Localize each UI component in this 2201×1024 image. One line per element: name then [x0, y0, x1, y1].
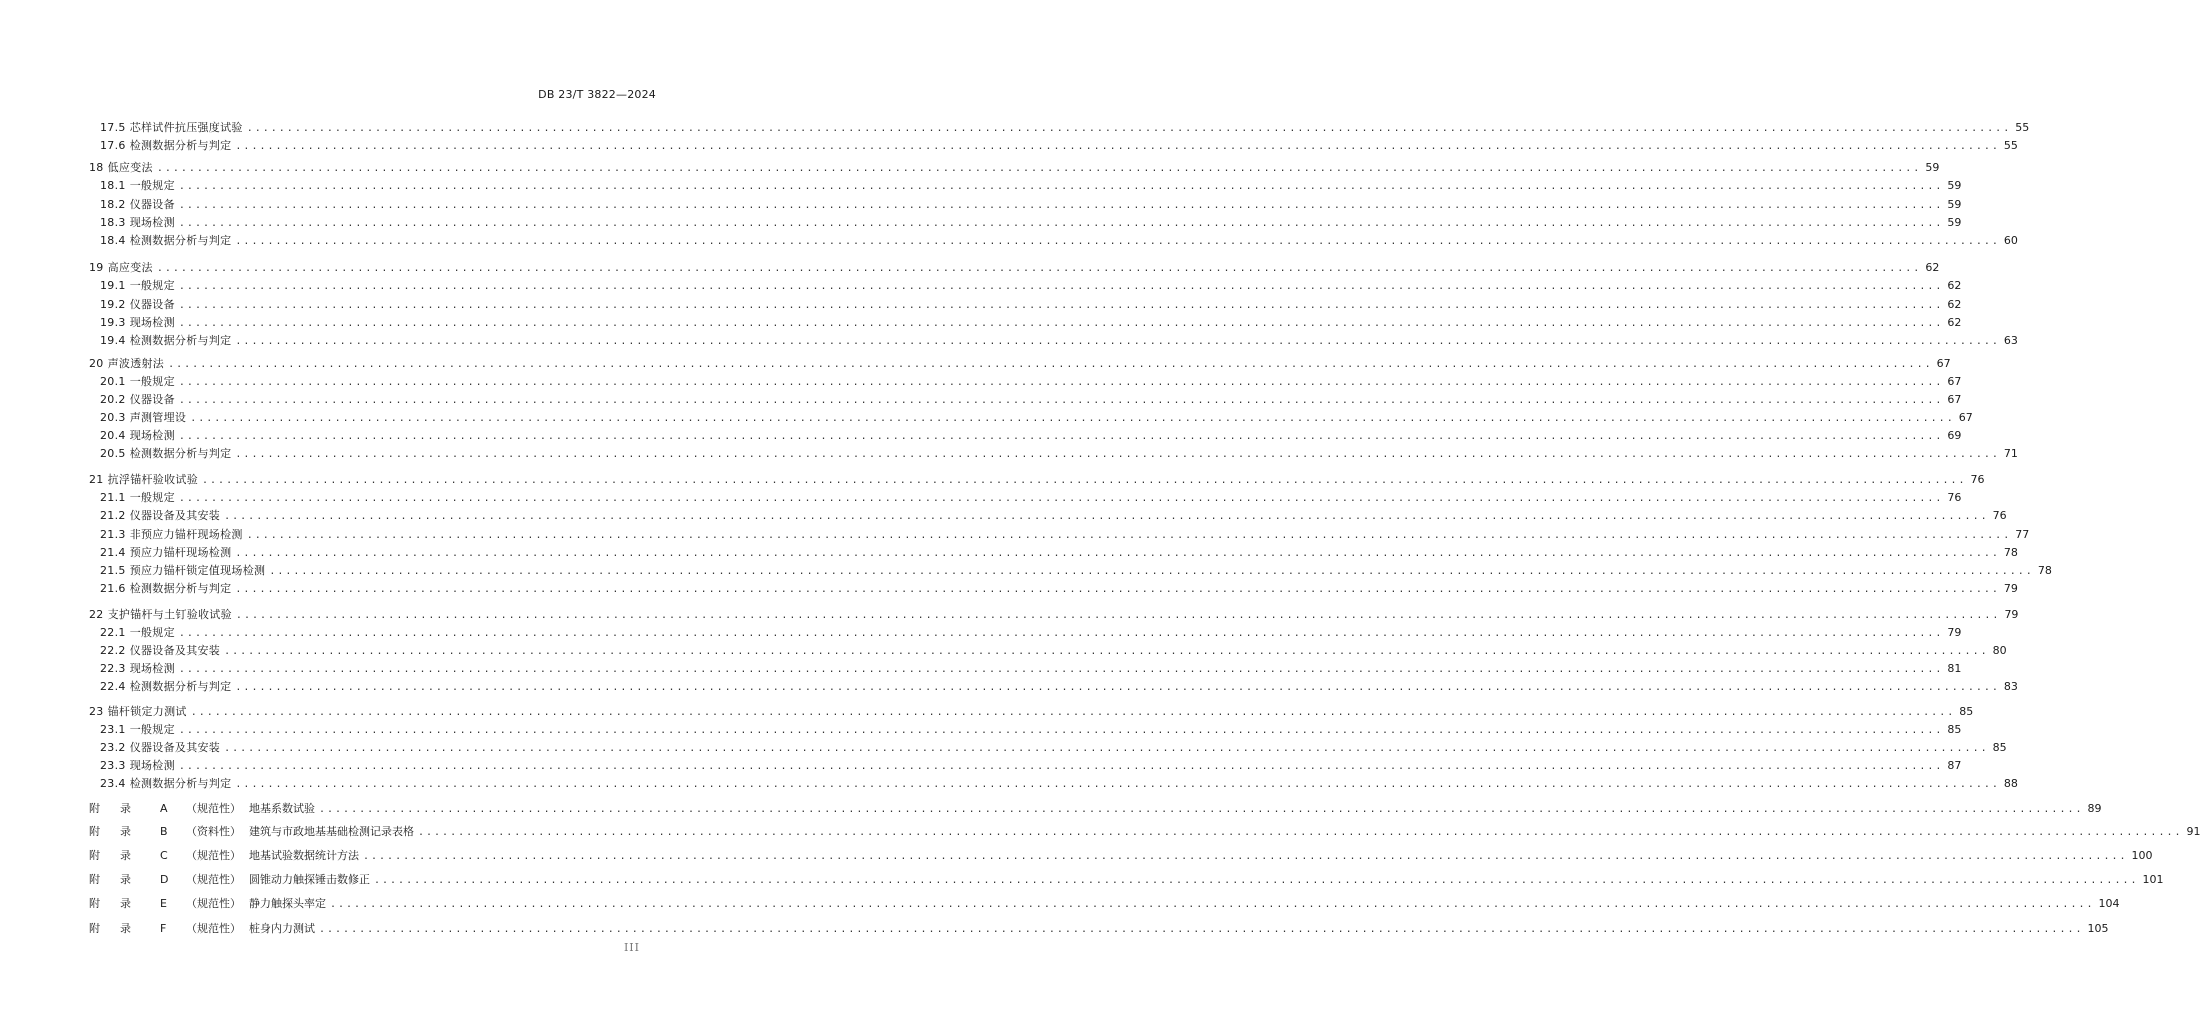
toc-entry-page: 60	[2003, 234, 2018, 247]
toc-section-entry[interactable]	[100, 215, 1962, 231]
toc-entry-title: 预应力锚杆现场检测	[129, 546, 232, 559]
toc-leader-dots: ............................................................................................................................................................................................................................	[330, 899, 2095, 910]
appendix-page: 104	[2098, 897, 2120, 910]
appendix-type: （规范性）	[186, 849, 241, 862]
toc-leader-dots: ............................................................................................................................................................................................................................	[224, 743, 1989, 754]
toc-entry-label	[100, 545, 231, 561]
toc-entry-label	[100, 333, 231, 349]
toc-entry-number: 20	[89, 357, 104, 370]
toc-entry-number: 18.3	[100, 216, 126, 229]
toc-entry-title: 检测数据分析与判定	[129, 582, 232, 595]
toc-leader-dots: ............................................................................................................................................................................................................................	[156, 263, 1922, 274]
toc-entry-number: 23.4	[100, 777, 126, 790]
appendix-prefix-fu: 附	[89, 897, 100, 910]
toc-entry-number: 20.3	[100, 411, 126, 424]
toc-entry-page: 77	[2015, 528, 2030, 541]
appendix-type: （规范性）	[186, 802, 241, 815]
toc-entry-label	[100, 758, 175, 774]
toc-appendix-entry[interactable]	[89, 896, 2120, 912]
toc-entry-title: 一般规定	[129, 279, 175, 292]
toc-entry-number: 19.1	[100, 279, 126, 292]
toc-entry-title: 仪器设备及其安装	[129, 644, 221, 657]
toc-entry-title: 仪器设备及其安装	[129, 509, 221, 522]
toc-entry-number: 18.4	[100, 234, 126, 247]
appendix-page: 91	[2186, 825, 2201, 838]
toc-appendix-entry[interactable]	[89, 921, 2109, 937]
toc-entry-label	[100, 625, 175, 641]
toc-entry-page: 81	[1947, 662, 1962, 675]
toc-entry-title: 声测管埋设	[129, 411, 187, 424]
toc-entry-page: 62	[1947, 298, 1962, 311]
toc-leader-dots: ............................................................................................................................................................................................................................	[224, 646, 1989, 657]
toc-section-entry[interactable]	[100, 563, 2052, 579]
toc-entry-label	[100, 374, 175, 390]
toc-entry-page: 85	[1992, 741, 2007, 754]
toc-leader-dots: ............................................................................................................................................................................................................................	[418, 827, 2183, 838]
appendix-prefix-fu: 附	[89, 849, 100, 862]
toc-entry-page: 79	[2003, 582, 2018, 595]
toc-leader-dots: ............................................................................................................................................................................................................................	[178, 725, 1944, 736]
toc-section-entry[interactable]	[100, 581, 2018, 597]
toc-section-entry[interactable]	[100, 625, 1962, 641]
toc-entry-number: 21.6	[100, 582, 126, 595]
appendix-title: 地基试验数据统计方法	[249, 849, 359, 862]
toc-section-entry[interactable]	[100, 197, 1962, 213]
toc-leader-dots: ............................................................................................................................................................................................................................	[235, 548, 2000, 559]
toc-entry-label	[100, 278, 175, 294]
toc-section-entry[interactable]	[100, 392, 1962, 408]
toc-leader-dots: ............................................................................................................................................................................................................................	[363, 851, 2128, 862]
toc-entry-page: 67	[1947, 375, 1962, 388]
toc-entry-title: 非预应力锚杆现场检测	[129, 528, 243, 541]
appendix-letter: D	[160, 873, 169, 886]
toc-entry-page: 88	[2003, 777, 2018, 790]
toc-entry-title: 一般规定	[129, 626, 175, 639]
appendix-label	[89, 896, 326, 912]
appendix-prefix-lu: 录	[120, 825, 131, 838]
toc-appendix-entry[interactable]	[89, 824, 2201, 840]
toc-entry-page: 59	[1947, 216, 1962, 229]
toc-leader-dots: ............................................................................................................................................................................................................................	[319, 804, 2084, 815]
toc-entry-number: 19.2	[100, 298, 126, 311]
toc-entry-title: 检测数据分析与判定	[129, 447, 232, 460]
toc-section-entry[interactable]	[100, 120, 2030, 136]
toc-entry-number: 21	[89, 473, 104, 486]
toc-chapter-entry[interactable]	[89, 260, 1940, 276]
toc-leader-dots: ............................................................................................................................................................................................................................	[178, 431, 1944, 442]
toc-entry-page: 87	[1947, 759, 1962, 772]
toc-entry-title: 抗浮锚杆验收试验	[107, 473, 199, 486]
toc-entry-label	[89, 356, 164, 372]
toc-entry-title: 检测数据分析与判定	[129, 777, 232, 790]
toc-leader-dots: ............................................................................................................................................................................................................................	[168, 359, 1933, 370]
toc-entry-page: 85	[1947, 723, 1962, 736]
toc-section-entry[interactable]	[100, 776, 2018, 792]
toc-entry-title: 现场检测	[129, 316, 175, 329]
appendix-label	[89, 921, 315, 937]
appendix-prefix-lu: 录	[120, 897, 131, 910]
appendix-page: 100	[2131, 849, 2153, 862]
toc-section-entry[interactable]	[100, 333, 2018, 349]
toc-entry-page: 59	[1947, 179, 1962, 192]
appendix-page: 105	[2087, 922, 2109, 935]
appendix-prefix-fu: 附	[89, 802, 100, 815]
toc-entry-page: 63	[2003, 334, 2018, 347]
toc-entry-title: 一般规定	[129, 723, 175, 736]
toc-entry-title: 检测数据分析与判定	[129, 234, 232, 247]
appendix-label	[89, 872, 370, 888]
toc-leader-dots: ............................................................................................................................................................................................................................	[269, 566, 2034, 577]
toc-entry-title: 仪器设备	[129, 298, 175, 311]
toc-entry-number: 20.5	[100, 447, 126, 460]
appendix-title: 静力触探头率定	[249, 897, 326, 910]
toc-entry-page: 79	[1947, 626, 1962, 639]
toc-entry-page: 67	[1936, 357, 1951, 370]
toc-entry-title: 一般规定	[129, 491, 175, 504]
toc-leader-dots: ............................................................................................................................................................................................................................	[178, 761, 1944, 772]
toc-chapter-entry[interactable]	[89, 704, 1974, 720]
toc-section-entry[interactable]	[100, 740, 2007, 756]
toc-entry-number: 23.3	[100, 759, 126, 772]
toc-appendix-entry[interactable]	[89, 848, 2153, 864]
toc-entry-number: 21.3	[100, 528, 126, 541]
toc-entry-page: 59	[1947, 198, 1962, 211]
appendix-letter: B	[160, 825, 168, 838]
toc-entry-number: 21.2	[100, 509, 126, 522]
document-number: DB 23/T 3822—2024	[538, 88, 656, 101]
toc-entry-title: 锚杆锁定力测试	[107, 705, 187, 718]
appendix-letter: A	[160, 802, 168, 815]
toc-leader-dots: ............................................................................................................................................................................................................................	[190, 707, 1956, 718]
toc-entry-number: 21.5	[100, 564, 126, 577]
toc-entry-label	[100, 410, 186, 426]
toc-entry-label	[100, 446, 231, 462]
appendix-prefix-fu: 附	[89, 825, 100, 838]
toc-entry-page: 69	[1947, 429, 1962, 442]
toc-entry-label	[100, 740, 220, 756]
appendix-prefix-lu: 录	[120, 922, 131, 935]
toc-entry-label	[100, 297, 175, 313]
toc-entry-title: 预应力锚杆锁定值现场检测	[129, 564, 266, 577]
toc-entry-label	[100, 233, 231, 249]
toc-leader-dots: ............................................................................................................................................................................................................................	[224, 511, 1989, 522]
toc-section-entry[interactable]	[100, 374, 1962, 390]
toc-leader-dots: ............................................................................................................................................................................................................................	[178, 218, 1944, 229]
toc-appendix-entry[interactable]	[89, 801, 2102, 817]
toc-section-entry[interactable]	[100, 679, 2018, 695]
appendix-prefix-lu: 录	[120, 873, 131, 886]
toc-leader-dots: ............................................................................................................................................................................................................................	[235, 682, 2000, 693]
toc-entry-page: 78	[2037, 564, 2052, 577]
toc-section-entry[interactable]	[100, 722, 1962, 738]
appendix-prefix-fu: 附	[89, 873, 100, 886]
toc-leader-dots: ............................................................................................................................................................................................................................	[178, 200, 1944, 211]
toc-entry-title: 现场检测	[129, 216, 175, 229]
toc-entry-label	[89, 607, 232, 623]
toc-leader-dots: ............................................................................................................................................................................................................................	[235, 336, 2000, 347]
toc-leader-dots: ............................................................................................................................................................................................................................	[178, 395, 1944, 406]
toc-leader-dots: ............................................................................................................................................................................................................................	[178, 300, 1944, 311]
toc-section-entry[interactable]	[100, 297, 1962, 313]
toc-entry-number: 19.4	[100, 334, 126, 347]
toc-entry-page: 62	[1947, 279, 1962, 292]
toc-entry-number: 23	[89, 705, 104, 718]
toc-entry-title: 检测数据分析与判定	[129, 139, 232, 152]
toc-entry-number: 22	[89, 608, 104, 621]
toc-entry-title: 一般规定	[129, 179, 175, 192]
toc-section-entry[interactable]	[100, 758, 1962, 774]
toc-section-entry[interactable]	[100, 446, 2018, 462]
toc-leader-dots: ............................................................................................................................................................................................................................	[319, 924, 2084, 935]
toc-entry-label	[100, 490, 175, 506]
toc-section-entry[interactable]	[100, 490, 1962, 506]
toc-section-entry[interactable]	[100, 428, 1962, 444]
appendix-page: 101	[2142, 873, 2164, 886]
toc-leader-dots: ............................................................................................................................................................................................................................	[374, 875, 2139, 886]
toc-entry-title: 低应变法	[107, 161, 153, 174]
toc-entry-number: 18.2	[100, 198, 126, 211]
toc-entry-label	[100, 581, 231, 597]
toc-section-entry[interactable]	[100, 508, 2007, 524]
toc-entry-number: 23.2	[100, 741, 126, 754]
appendix-label	[89, 848, 359, 864]
toc-leader-dots: ............................................................................................................................................................................................................................	[178, 181, 1944, 192]
toc-entry-page: 71	[2003, 447, 2018, 460]
toc-leader-dots: ............................................................................................................................................................................................................................	[178, 281, 1944, 292]
toc-entry-page: 76	[1947, 491, 1962, 504]
toc-entry-number: 20.2	[100, 393, 126, 406]
toc-entry-page: 76	[1970, 473, 1985, 486]
toc-entry-page: 85	[1959, 705, 1974, 718]
toc-entry-label	[100, 527, 243, 543]
appendix-letter: F	[160, 922, 167, 935]
toc-entry-page: 62	[1925, 261, 1940, 274]
toc-entry-page: 59	[1925, 161, 1940, 174]
toc-entry-label	[89, 472, 198, 488]
toc-section-entry[interactable]	[100, 527, 2030, 543]
appendix-letter: C	[160, 849, 168, 862]
appendix-type: （规范性）	[186, 922, 241, 935]
toc-chapter-entry[interactable]	[89, 356, 1951, 372]
toc-leader-dots: ............................................................................................................................................................................................................................	[202, 475, 1967, 486]
toc-entry-label	[100, 508, 220, 524]
appendix-label	[89, 824, 414, 840]
appendix-prefix-lu: 录	[120, 849, 131, 862]
toc-section-entry[interactable]	[100, 410, 1973, 426]
toc-section-entry[interactable]	[100, 278, 1962, 294]
toc-entry-title: 仪器设备	[129, 198, 175, 211]
appendix-type: （规范性）	[186, 873, 241, 886]
toc-entry-label	[89, 160, 153, 176]
toc-entry-label	[100, 120, 243, 136]
toc-entry-label	[100, 722, 175, 738]
toc-entry-page: 80	[1992, 644, 2007, 657]
toc-entry-page: 83	[2003, 680, 2018, 693]
toc-entry-title: 现场检测	[129, 662, 175, 675]
toc-entry-label	[100, 392, 175, 408]
toc-entry-label	[89, 704, 187, 720]
toc-entry-page: 79	[2004, 608, 2019, 621]
toc-leader-dots: ............................................................................................................................................................................................................................	[178, 377, 1944, 388]
toc-entry-label	[100, 315, 175, 331]
toc-entry-number: 22.2	[100, 644, 126, 657]
toc-leader-dots: ............................................................................................................................................................................................................................	[178, 628, 1944, 639]
toc-entry-title: 检测数据分析与判定	[129, 334, 232, 347]
appendix-title: 地基系数试验	[249, 802, 315, 815]
toc-entry-page: 78	[2003, 546, 2018, 559]
appendix-letter: E	[160, 897, 167, 910]
toc-entry-number: 18	[89, 161, 104, 174]
toc-leader-dots: ............................................................................................................................................................................................................................	[178, 318, 1944, 329]
toc-entry-number: 17.6	[100, 139, 126, 152]
toc-entry-title: 芯样试件抗压强度试验	[129, 121, 243, 134]
toc-leader-dots: ............................................................................................................................................................................................................................	[190, 413, 1955, 424]
toc-entry-label	[100, 197, 175, 213]
toc-leader-dots: ............................................................................................................................................................................................................................	[235, 584, 2000, 595]
toc-entry-title: 仪器设备及其安装	[129, 741, 221, 754]
toc-entry-label	[100, 643, 220, 659]
toc-entry-page: 55	[2003, 139, 2018, 152]
toc-entry-number: 20.4	[100, 429, 126, 442]
toc-entry-label	[100, 428, 175, 444]
toc-section-entry[interactable]	[100, 138, 2018, 154]
appendix-prefix-lu: 录	[120, 802, 131, 815]
toc-leader-dots: ............................................................................................................................................................................................................................	[156, 163, 1922, 174]
page-number: III	[623, 941, 640, 954]
toc-entry-number: 23.1	[100, 723, 126, 736]
toc-entry-number: 20.1	[100, 375, 126, 388]
toc-entry-number: 19	[89, 261, 104, 274]
toc-entry-number: 22.4	[100, 680, 126, 693]
toc-entry-number: 22.3	[100, 662, 126, 675]
appendix-label	[89, 801, 315, 817]
toc-leader-dots: ............................................................................................................................................................................................................................	[235, 610, 2001, 621]
toc-entry-number: 21.1	[100, 491, 126, 504]
toc-chapter-entry[interactable]	[89, 472, 1985, 488]
toc-chapter-entry[interactable]	[89, 160, 1940, 176]
toc-entry-title: 检测数据分析与判定	[129, 680, 232, 693]
toc-section-entry[interactable]	[100, 233, 2018, 249]
toc-section-entry[interactable]	[100, 178, 1962, 194]
toc-leader-dots: ............................................................................................................................................................................................................................	[235, 449, 2000, 460]
toc-entry-label	[100, 563, 265, 579]
toc-entry-title: 支护锚杆与土钉验收试验	[107, 608, 232, 621]
toc-entry-page: 62	[1947, 316, 1962, 329]
toc-leader-dots: ............................................................................................................................................................................................................................	[235, 779, 2000, 790]
toc-section-entry[interactable]	[100, 315, 1962, 331]
appendix-title: 圆锥动力触探锤击数修正	[249, 873, 370, 886]
toc-entry-title: 仪器设备	[129, 393, 175, 406]
toc-leader-dots: ............................................................................................................................................................................................................................	[246, 123, 2012, 134]
toc-entry-title: 现场检测	[129, 759, 175, 772]
toc-entry-number: 18.1	[100, 179, 126, 192]
appendix-page: 89	[2087, 802, 2102, 815]
toc-entry-title: 一般规定	[129, 375, 175, 388]
toc-chapter-entry[interactable]	[89, 607, 2019, 623]
toc-section-entry[interactable]	[100, 545, 2018, 561]
appendix-type: （资料性）	[186, 825, 241, 838]
toc-entry-title: 声波透射法	[107, 357, 165, 370]
toc-entry-number: 21.4	[100, 546, 126, 559]
toc-entry-label	[100, 679, 231, 695]
toc-entry-page: 76	[1992, 509, 2007, 522]
toc-leader-dots: ............................................................................................................................................................................................................................	[235, 141, 2000, 152]
toc-leader-dots: ............................................................................................................................................................................................................................	[246, 530, 2012, 541]
toc-entry-title: 高应变法	[107, 261, 153, 274]
toc-entry-label	[100, 776, 231, 792]
toc-leader-dots: ............................................................................................................................................................................................................................	[178, 493, 1944, 504]
toc-entry-number: 17.5	[100, 121, 126, 134]
toc-section-entry[interactable]	[100, 643, 2007, 659]
toc-entry-page: 67	[1958, 411, 1973, 424]
appendix-prefix-fu: 附	[89, 922, 100, 935]
toc-leader-dots: ............................................................................................................................................................................................................................	[235, 236, 2000, 247]
toc-entry-page: 55	[2015, 121, 2030, 134]
appendix-title: 建筑与市政地基基础检测记录表格	[249, 825, 414, 838]
toc-entry-label	[89, 260, 153, 276]
toc-appendix-entry[interactable]	[89, 872, 2164, 888]
appendix-title: 桩身内力测试	[249, 922, 315, 935]
toc-entry-label	[100, 178, 175, 194]
toc-entry-title: 现场检测	[129, 429, 175, 442]
toc-section-entry[interactable]	[100, 661, 1962, 677]
toc-entry-label	[100, 661, 175, 677]
toc-entry-number: 22.1	[100, 626, 126, 639]
appendix-type: （规范性）	[186, 897, 241, 910]
toc-entry-label	[100, 138, 231, 154]
toc-entry-number: 19.3	[100, 316, 126, 329]
toc-entry-label	[100, 215, 175, 231]
toc-entry-page: 67	[1947, 393, 1962, 406]
toc-leader-dots: ............................................................................................................................................................................................................................	[178, 664, 1944, 675]
